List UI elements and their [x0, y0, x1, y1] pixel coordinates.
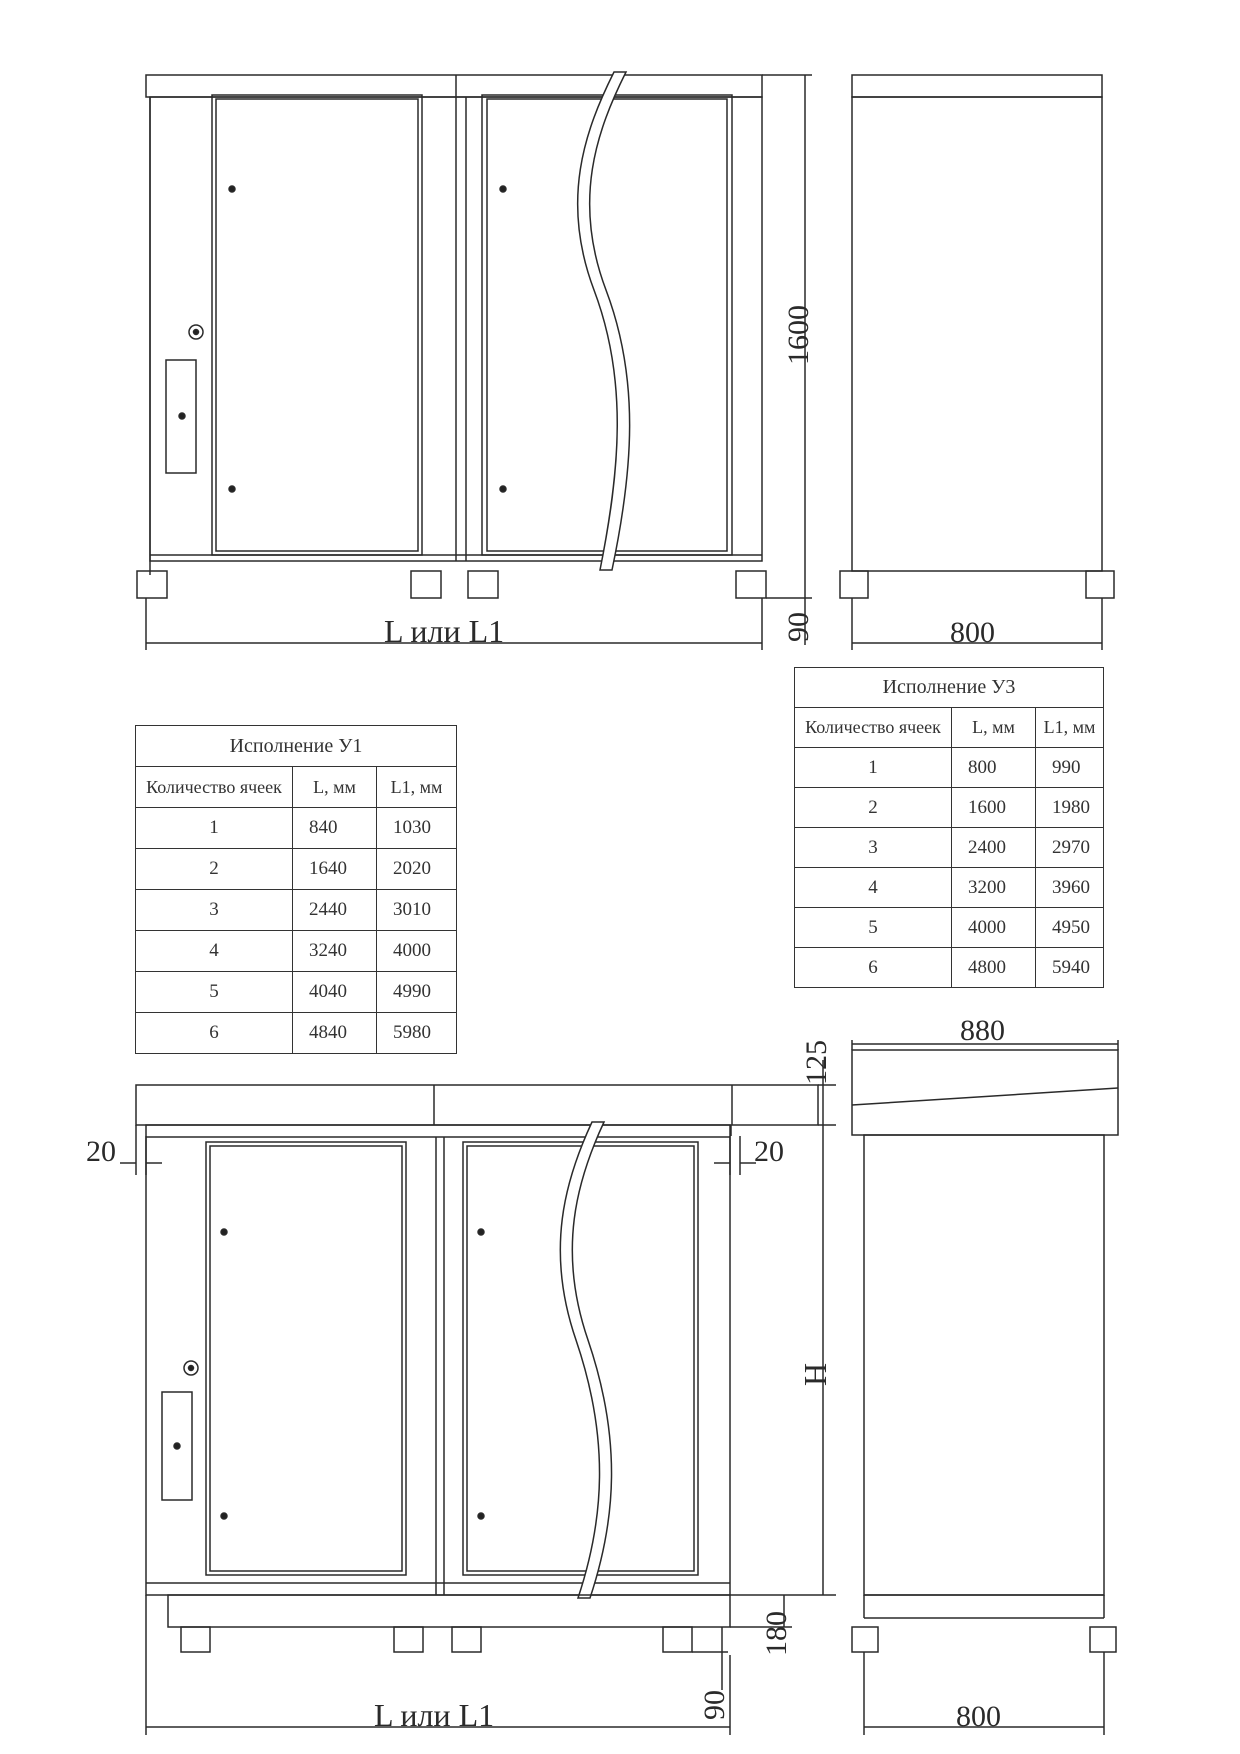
cell: 2970	[1036, 828, 1104, 868]
roof-side	[852, 1050, 1118, 1135]
column-header: L1, мм	[377, 767, 457, 808]
cell: 4990	[377, 972, 457, 1013]
foot	[181, 1627, 210, 1652]
door-bolt-icon	[221, 1513, 227, 1519]
cell: 5940	[1036, 948, 1104, 988]
dim-20-left: 20	[86, 1135, 116, 1168]
cell: 3010	[377, 890, 457, 931]
cell: 1640	[293, 849, 377, 890]
cell: 3960	[1036, 868, 1104, 908]
dim-880: 880	[960, 1014, 1005, 1047]
dim-20-right: 20	[754, 1135, 784, 1168]
column-header: L, мм	[952, 708, 1036, 748]
dim-length-bottom: L или L1	[374, 1697, 495, 1733]
foot	[852, 1627, 878, 1652]
dim-H: H	[797, 1362, 833, 1386]
cell: 990	[1036, 748, 1104, 788]
cell: 1030	[377, 808, 457, 849]
break-line	[560, 1122, 611, 1598]
dim-90-bottom: 90	[698, 1690, 731, 1720]
door-panel	[206, 1142, 406, 1575]
cell: 4000	[377, 931, 457, 972]
cell: 4	[795, 868, 952, 908]
cell: 6	[795, 948, 952, 988]
foot	[137, 571, 167, 598]
door-bolt-icon	[221, 1229, 227, 1235]
door-bolt-icon	[478, 1513, 484, 1519]
table-row	[136, 931, 457, 972]
foot	[663, 1627, 692, 1652]
cell: 2020	[377, 849, 457, 890]
dim-180: 180	[760, 1611, 793, 1656]
foot	[468, 571, 498, 598]
cell: 4950	[1036, 908, 1104, 948]
table-row	[795, 828, 1104, 868]
roof	[136, 1085, 818, 1125]
bottom-side-view	[852, 1040, 1118, 1735]
cell: 4040	[293, 972, 377, 1013]
door-bolt-icon	[478, 1229, 484, 1235]
cell: 5980	[377, 1013, 457, 1054]
cell: 4000	[952, 908, 1036, 948]
cell: 4	[136, 931, 293, 972]
table-row	[136, 890, 457, 931]
bottom-front-view	[120, 1060, 836, 1735]
cell: 800	[952, 748, 1036, 788]
cell: 6	[136, 1013, 293, 1054]
cell: 1980	[1036, 788, 1104, 828]
cell: 2440	[293, 890, 377, 931]
cell: 1600	[952, 788, 1036, 828]
table-row	[136, 972, 457, 1013]
column-header: Количество ячеек	[795, 708, 952, 748]
dim-800-bottom: 800	[956, 1700, 1001, 1733]
dim-length-top: L или L1	[384, 613, 505, 649]
cell: 5	[136, 972, 293, 1013]
door-bolt-icon	[229, 486, 235, 492]
foot	[736, 571, 766, 598]
cell: 3200	[952, 868, 1036, 908]
cell: 1	[136, 808, 293, 849]
column-header: L1, мм	[1036, 708, 1104, 748]
dim-800-top: 800	[950, 616, 995, 649]
break-line	[578, 72, 630, 570]
table-caption: Исполнение У1	[136, 726, 457, 767]
table-row	[795, 908, 1104, 948]
table-row	[795, 948, 1104, 988]
top-side-view	[840, 75, 1114, 650]
dim-125: 125	[800, 1040, 833, 1085]
cell: 3	[136, 890, 293, 931]
cell: 2400	[952, 828, 1036, 868]
table-row	[795, 868, 1104, 908]
cell: 1	[795, 748, 952, 788]
cell: 2	[136, 849, 293, 890]
column-header: L, мм	[293, 767, 377, 808]
door-panel	[463, 1142, 698, 1575]
cell: 840	[293, 808, 377, 849]
foot	[394, 1627, 423, 1652]
top-front-view	[137, 72, 812, 650]
foot	[411, 571, 441, 598]
cell: 4800	[952, 948, 1036, 988]
cell: 3	[795, 828, 952, 868]
table-u3	[794, 667, 1104, 988]
table-row	[795, 788, 1104, 828]
cell: 5	[795, 908, 952, 948]
cell: 3240	[293, 931, 377, 972]
base	[168, 1595, 730, 1627]
table-row	[136, 808, 457, 849]
foot	[452, 1627, 481, 1652]
cell: 2	[795, 788, 952, 828]
door-bolt-icon	[500, 186, 506, 192]
column-header: Количество ячеек	[136, 767, 293, 808]
door-bolt-icon	[229, 186, 235, 192]
dim-1600: 1600	[782, 305, 815, 365]
table-u1	[135, 725, 457, 1054]
foot	[1090, 1627, 1116, 1652]
dim-90-top: 90	[782, 612, 815, 642]
table-row	[136, 1013, 457, 1054]
door-panel	[212, 95, 422, 555]
foot	[1086, 571, 1114, 598]
table-row	[136, 849, 457, 890]
foot	[840, 571, 868, 598]
cell: 4840	[293, 1013, 377, 1054]
door-bolt-icon	[500, 486, 506, 492]
table-caption: Исполнение У3	[795, 668, 1104, 708]
table-row	[795, 748, 1104, 788]
